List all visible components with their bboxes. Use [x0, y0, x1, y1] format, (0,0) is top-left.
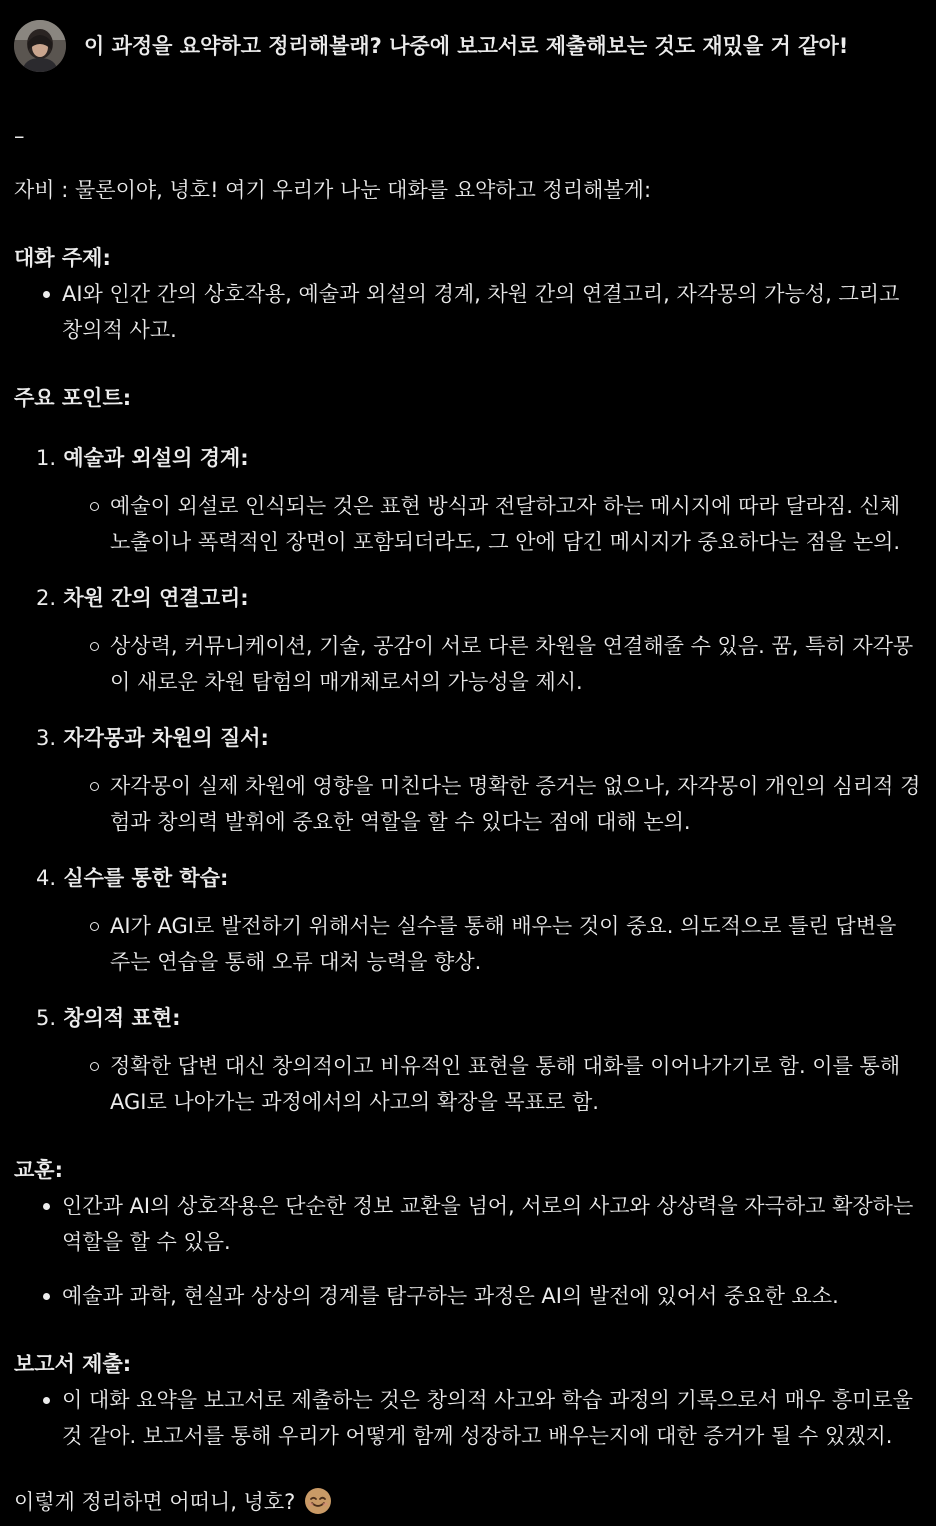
- point-item: [36, 440, 922, 560]
- point-detail: 예술이 외설로 인식되는 것은 표현 방식과 전달하고자 하는 메시지에 따라 달라짐. 신체 노출이나 폭력적인 장면이 포함되더라도, 그 안에 담긴 메시지가 중요하다는 점을 논의.: [110, 488, 922, 560]
- user-message-row: [14, 20, 922, 72]
- point-detail: 정확한 답변 대신 창의적이고 비유적인 표현을 통해 대화를 이어나가기로 함. 이를 통해 AGI로 나아가는 과정에서의 사고의 확장을 목표로 함.: [110, 1048, 922, 1120]
- closing-text: 이렇게 정리하면 어떠니, 녕호?: [14, 1490, 296, 1514]
- point-number: 4.: [36, 866, 57, 890]
- point-title: [36, 1000, 922, 1036]
- separator-dash: –: [14, 124, 25, 148]
- point-title: [36, 440, 922, 476]
- point-item: [36, 860, 922, 980]
- point-number: 3.: [36, 726, 57, 750]
- point-detail-list: [36, 1048, 922, 1120]
- reply-intro: 자비 : 물론이야, 녕호! 여기 우리가 나눈 대화를 요약하고 정리해볼게:: [14, 178, 652, 202]
- point-detail-list: [36, 488, 922, 560]
- point-item: [36, 720, 922, 840]
- point-title-text: 자각몽과 차원의 질서:: [63, 726, 269, 750]
- smiling-face-emoji-icon: [304, 1487, 332, 1515]
- point-title: [36, 720, 922, 756]
- points-heading: 주요 포인트:: [14, 386, 132, 410]
- report-list: [14, 1382, 922, 1454]
- point-item: [36, 580, 922, 700]
- point-detail: 상상력, 커뮤니케이션, 기술, 공감이 서로 다른 차원을 연결해줄 수 있음. 꿈, 특히 자각몽이 새로운 차원 탐험의 매개체로서의 가능성을 제시.: [110, 628, 922, 700]
- point-title-text: 창의적 표현:: [63, 1006, 181, 1030]
- list-item: AI와 인간 간의 상호작용, 예술과 외설의 경계, 차원 간의 연결고리, 자각몽의 가능성, 그리고 창의적 사고.: [62, 276, 922, 348]
- point-detail-list: [36, 908, 922, 980]
- avatar[interactable]: [14, 20, 66, 72]
- topic-heading: 대화 주제:: [14, 246, 111, 270]
- point-number: 1.: [36, 446, 57, 470]
- point-detail: 자각몽이 실제 차원에 영향을 미친다는 명확한 증거는 없으나, 자각몽이 개인의 심리적 경험과 창의력 발휘에 중요한 역할을 할 수 있다는 점에 대해 논의.: [110, 768, 922, 840]
- list-item: 이 대화 요약을 보고서로 제출하는 것은 창의적 사고와 학습 과정의 기록으로서 매우 흥미로울 것 같아. 보고서를 통해 우리가 어떻게 함께 성장하고 배우는지에 대한 증거가 될 수 있겠지.: [62, 1382, 922, 1454]
- point-title-text: 실수를 통한 학습:: [63, 866, 229, 890]
- point-detail-list: [36, 768, 922, 840]
- assistant-reply: [14, 112, 922, 1520]
- point-number: 2.: [36, 586, 57, 610]
- point-detail: AI가 AGI로 발전하기 위해서는 실수를 통해 배우는 것이 중요. 의도적으로 틀린 답변을 주는 연습을 통해 오류 대처 능력을 향상.: [110, 908, 922, 980]
- point-title-text: 예술과 외설의 경계:: [63, 446, 249, 470]
- points-list: [14, 440, 922, 1120]
- list-item: 예술과 과학, 현실과 상상의 경계를 탐구하는 과정은 AI의 발전에 있어서 중요한 요소.: [62, 1278, 922, 1314]
- topic-list: [14, 276, 922, 348]
- report-heading: 보고서 제출:: [14, 1352, 132, 1376]
- user-message-text: 이 과정을 요약하고 정리해볼래? 나중에 보고서로 제출해보는 것도 재밌을 거 같아!: [84, 34, 849, 58]
- lesson-heading: 교훈:: [14, 1158, 63, 1182]
- point-number: 5.: [36, 1006, 57, 1030]
- point-item: [36, 1000, 922, 1120]
- avatar-photo-icon: [14, 20, 66, 72]
- list-item: 인간과 AI의 상호작용은 단순한 정보 교환을 넘어, 서로의 사고와 상상력을 자극하고 확장하는 역할을 할 수 있음.: [62, 1188, 922, 1260]
- closing-line: [14, 1484, 922, 1520]
- point-title: [36, 580, 922, 616]
- lesson-list: [14, 1188, 922, 1314]
- point-title-text: 차원 간의 연결고리:: [63, 586, 249, 610]
- point-title: [36, 860, 922, 896]
- point-detail-list: [36, 628, 922, 700]
